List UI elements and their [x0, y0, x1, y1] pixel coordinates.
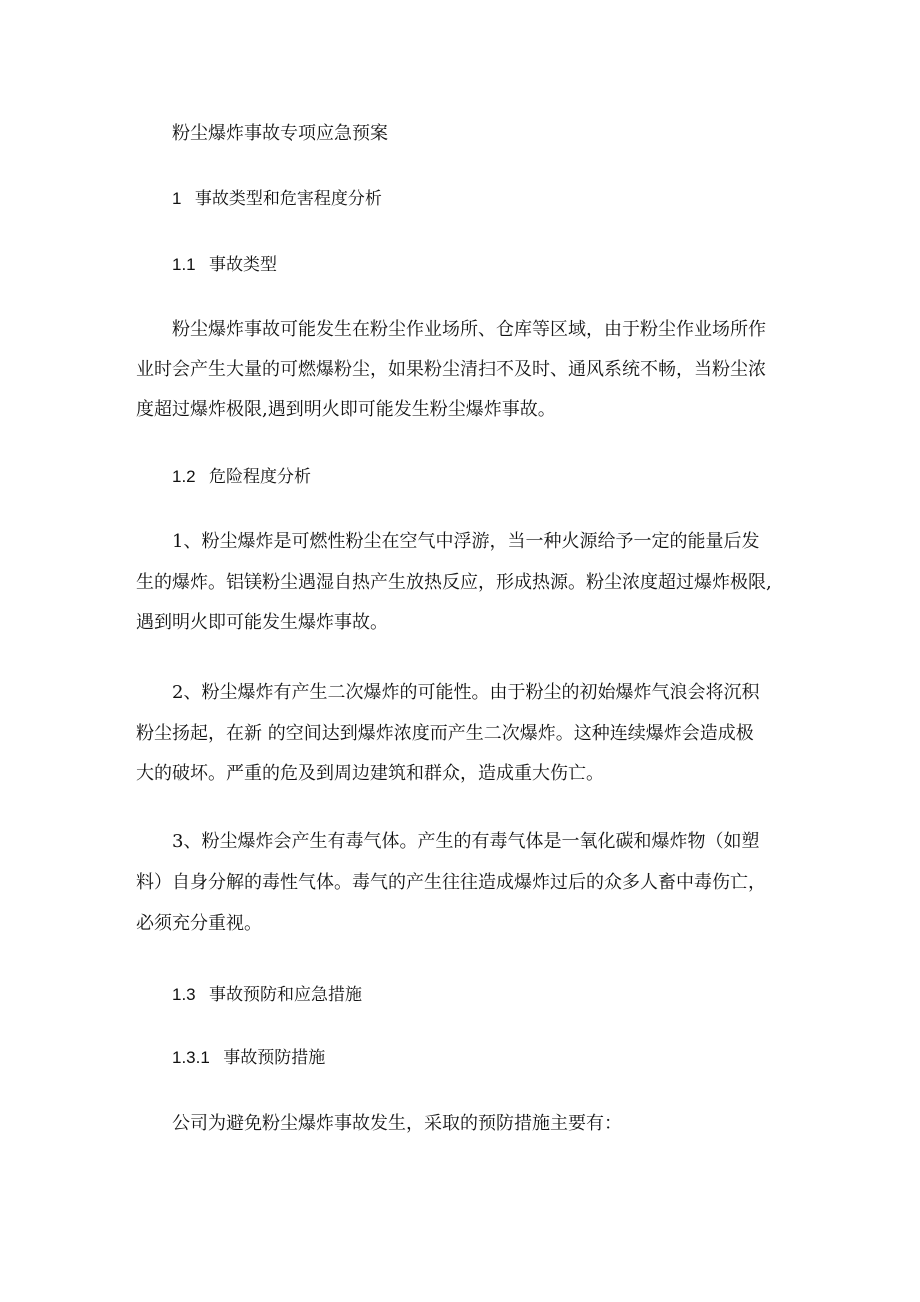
section-1-2-number: 1.2 — [172, 467, 196, 486]
section-1-3-number: 1.3 — [172, 985, 196, 1004]
paragraph-line: 遇到明火即可能发生爆炸事故。 — [136, 612, 388, 633]
section-1-3-1-title: 事故预防措施 — [223, 1048, 326, 1068]
paragraph-line: 大的破坏。严重的危及到周边建筑和群众，造成重大伤亡。 — [136, 763, 604, 784]
paragraph-line: 公司为避免粉尘爆炸事故发生，采取的预防措施主要有： — [172, 1113, 622, 1134]
paragraph-line: 生的爆炸。铝镁粉尘遇湿自热产生放热反应，形成热源。粉尘浓度超过爆炸极限, — [136, 572, 772, 593]
paragraph-line: 度超过爆炸极限,遇到明火即可能发生粉尘爆炸事故。 — [136, 399, 556, 420]
paragraph-line: 粉尘爆炸事故可能发生在粉尘作业场所、仓库等区域，由于粉尘作业场所作 — [172, 319, 766, 340]
paragraph-line: 2、粉尘爆炸有产生二次爆炸的可能性。由于粉尘的初始爆炸气浪会将沉积 — [172, 682, 760, 703]
section-1-1-title: 事故类型 — [209, 255, 278, 275]
paragraph-line: 业时会产生大量的可燃爆粉尘，如果粉尘清扫不及时、通风系统不畅，当粉尘浓 — [136, 359, 766, 380]
section-1-heading — [172, 187, 382, 211]
section-1-2-title: 危险程度分析 — [209, 467, 312, 487]
section-1-2-heading — [172, 465, 311, 489]
paragraph-line: 料）自身分解的毒性气体。毒气的产生往往造成爆炸过后的众多人畜中毒伤亡， — [136, 872, 766, 893]
section-1-3-title: 事故预防和应急措施 — [209, 985, 363, 1005]
section-1-number: 1 — [172, 189, 182, 208]
section-1-3-1-heading — [172, 1046, 325, 1070]
paragraph-line: 粉尘扬起，在新 的空间达到爆炸浓度而产生二次爆炸。这种连续爆炸会造成极 — [136, 723, 754, 744]
paragraph-line: 1、粉尘爆炸是可燃性粉尘在空气中浮游，当一种火源给予一定的能量后发 — [172, 531, 760, 552]
paragraph-line: 3、粉尘爆炸会产生有毒气体。产生的有毒气体是一氧化碳和爆炸物（如塑 — [172, 831, 760, 852]
section-1-3-heading — [172, 983, 362, 1007]
section-1-1-heading — [172, 253, 277, 277]
document-title: 粉尘爆炸事故专项应急预案 — [172, 123, 388, 144]
section-1-3-1-number: 1.3.1 — [172, 1048, 210, 1067]
section-1-1-number: 1.1 — [172, 255, 196, 274]
section-1-title: 事故类型和危害程度分析 — [194, 189, 382, 209]
paragraph-line: 必须充分重视。 — [136, 913, 262, 934]
